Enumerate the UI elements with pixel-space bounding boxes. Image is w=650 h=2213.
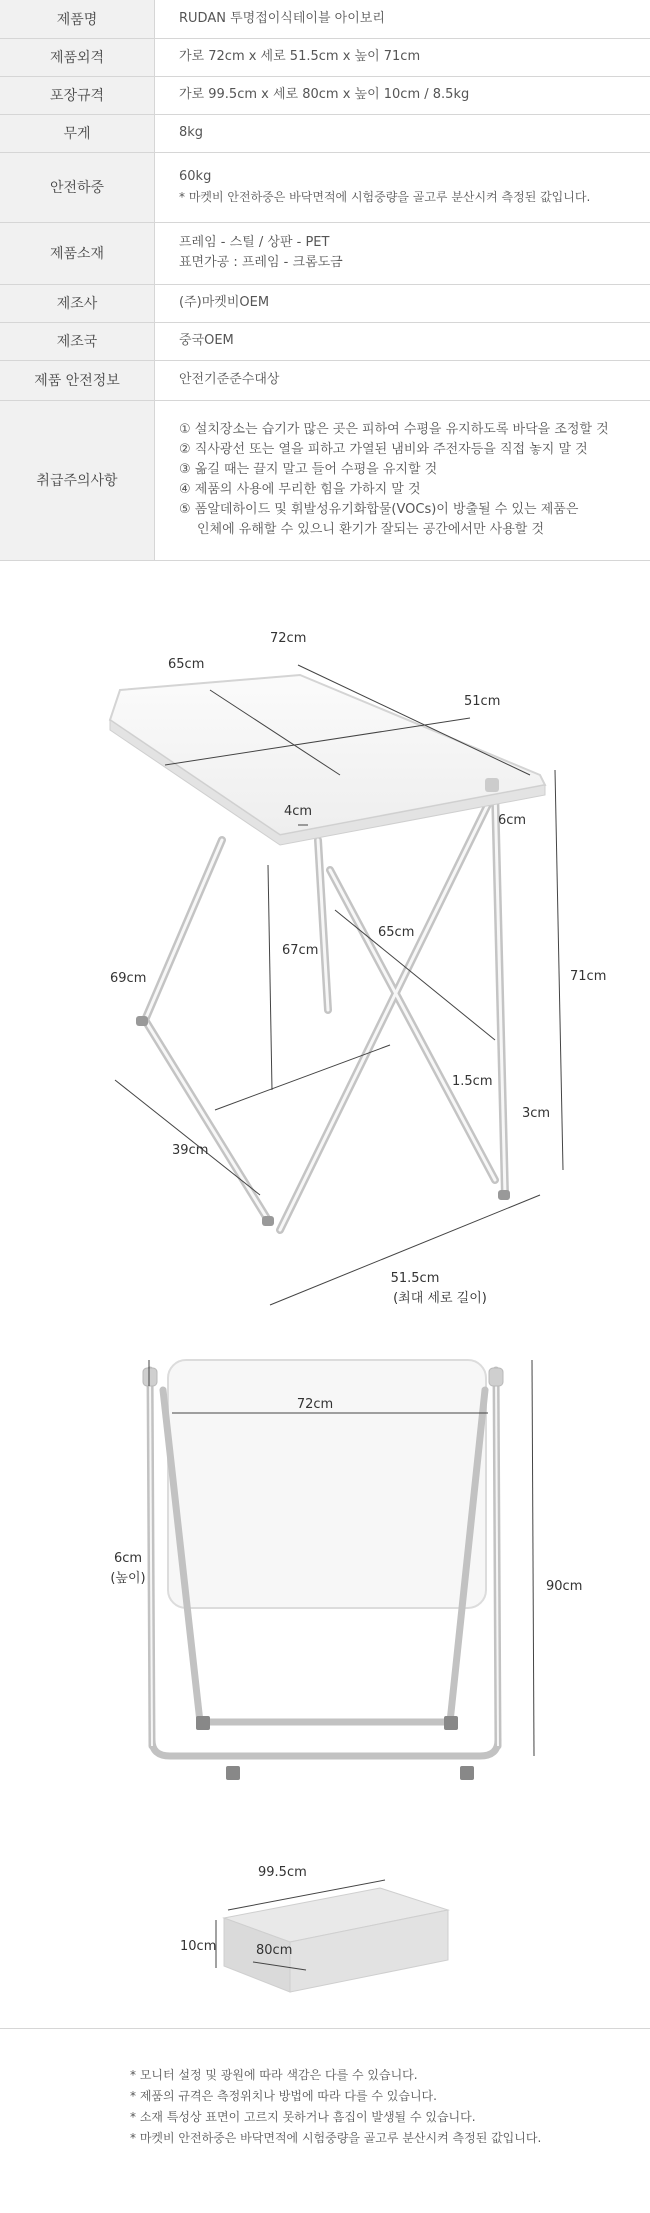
caution-item: 인체에 유해할 수 있으니 환기가 잘되는 공간에서만 사용할 것 xyxy=(179,520,649,540)
spec-value-line: 가로 72cm x 세로 51.5cm x 높이 71cm xyxy=(179,47,649,67)
spec-label: 제품 안전정보 xyxy=(0,360,155,400)
spec-row-package xyxy=(0,76,650,114)
dim-4cm: 4cm xyxy=(284,804,312,819)
spec-value-line: 가로 99.5cm x 세로 80cm x 높이 10cm / 8.5kg xyxy=(179,85,649,105)
dim-51-5cm: 51.5cm xyxy=(391,1271,440,1286)
dim-39cm: 39cm xyxy=(172,1143,208,1158)
caution-item: ④ 제품의 사용에 무리한 힘을 가하지 말 것 xyxy=(179,480,649,500)
table-folded-illustration xyxy=(143,1360,503,1780)
folded-feet xyxy=(196,1716,474,1780)
dim-69cm: 69cm xyxy=(110,971,146,986)
dim-65cm-top: 65cm xyxy=(168,657,204,672)
package-box xyxy=(224,1888,448,1992)
spec-label: 포장규격 xyxy=(0,76,155,114)
dim-max-depth: (최대 세로 길이) xyxy=(393,1290,487,1306)
dim-height-note: (높이) xyxy=(110,1570,145,1586)
spec-label: 제품소재 xyxy=(0,222,155,284)
spec-value xyxy=(155,400,650,560)
spec-value-line: 8kg xyxy=(179,123,649,143)
spec-label: 제조사 xyxy=(0,284,155,322)
dim-51cm: 51cm xyxy=(464,694,500,709)
spec-row-maker xyxy=(0,284,650,322)
caution-item: ⑤ 폼알데하이드 및 휘발성유기화합물(VOCs)이 방출될 수 있는 제품은 xyxy=(179,500,649,520)
spec-table xyxy=(0,0,650,561)
spec-row-safety xyxy=(0,360,650,400)
spec-value xyxy=(155,322,650,360)
spec-value-line: RUDAN 투명접이식테이블 아이보리 xyxy=(179,9,649,29)
spec-value xyxy=(155,38,650,76)
dimension-diagrams xyxy=(0,570,650,2030)
spec-row-caution xyxy=(0,400,650,560)
spec-value xyxy=(155,0,650,38)
spec-value xyxy=(155,114,650,152)
diagram-svg xyxy=(0,570,650,2030)
footnotes xyxy=(0,2028,650,2213)
spec-label: 취급주의사항 xyxy=(0,400,155,560)
caution-item: ③ 옮길 때는 끌지 말고 들어 수평을 유지할 것 xyxy=(179,460,649,480)
spec-value-line: 표면가공 : 프레임 - 크롬도금 xyxy=(179,253,649,273)
dim-6cm-height: 6cm xyxy=(114,1551,142,1566)
spec-value xyxy=(155,360,650,400)
dim-67cm: 67cm xyxy=(282,943,318,958)
spec-row-country xyxy=(0,322,650,360)
spec-value-line: 안전기준준수대상 xyxy=(179,370,649,390)
spec-value-line: 중국OEM xyxy=(179,331,649,351)
table-feet xyxy=(136,1016,510,1226)
dim-72cm-folded: 72cm xyxy=(297,1397,333,1412)
spec-label: 제품명 xyxy=(0,0,155,38)
dim-6cm: 6cm xyxy=(498,813,526,828)
dim-3cm: 3cm xyxy=(522,1106,550,1121)
dim-72cm: 72cm xyxy=(270,631,306,646)
dim-71cm: 71cm xyxy=(570,969,606,984)
spec-value-line: 프레임 - 스틸 / 상판 - PET xyxy=(179,233,649,253)
spec-row-load xyxy=(0,152,650,222)
dim-80cm: 80cm xyxy=(256,1943,292,1958)
spec-label: 안전하중 xyxy=(0,152,155,222)
dim-90cm: 90cm xyxy=(546,1579,582,1594)
footnote: * 소재 특성상 표면이 고르지 못하거나 흠집이 발생될 수 있습니다. xyxy=(130,2107,650,2128)
caution-item: ① 설치장소는 습기가 많은 곳은 피하여 수평을 유지하도록 바닥을 조정할 것 xyxy=(179,420,649,440)
spec-label: 제품외격 xyxy=(0,38,155,76)
caution-item: ② 직사광선 또는 열을 피하고 가열된 냄비와 주전자등을 직접 놓지 말 것 xyxy=(179,440,649,460)
dim-65cm-leg: 65cm xyxy=(378,925,414,940)
spec-row-weight xyxy=(0,114,650,152)
dim-1-5cm: 1.5cm xyxy=(452,1074,493,1089)
footnote: * 모니터 설정 및 광원에 따라 색감은 다를 수 있습니다. xyxy=(130,2065,650,2086)
spec-value-line: (주)마켓비OEM xyxy=(179,293,649,313)
spec-row-material xyxy=(0,222,650,284)
spec-value xyxy=(155,76,650,114)
spec-label: 무게 xyxy=(0,114,155,152)
spec-value xyxy=(155,152,650,222)
footnote: * 제품의 규격은 측정위치나 방법에 따라 다를 수 있습니다. xyxy=(130,2086,650,2107)
spec-value-line: 60kg xyxy=(179,167,649,187)
footnote: * 마켓비 안전하중은 바닥면적에 시험중량을 골고루 분산시켜 측정된 값입니다. xyxy=(130,2128,650,2149)
spec-value xyxy=(155,222,650,284)
dim-99-5cm: 99.5cm xyxy=(258,1865,307,1880)
spec-label: 제조국 xyxy=(0,322,155,360)
spec-value xyxy=(155,284,650,322)
spec-value-note: * 마켓비 안전하중은 바닥면적에 시험중량을 골고루 분산시켜 측정된 값입니다. xyxy=(179,187,649,207)
table-frame xyxy=(145,790,505,1230)
dim-10cm: 10cm xyxy=(180,1939,216,1954)
spec-row-dimensions xyxy=(0,38,650,76)
spec-row-name xyxy=(0,0,650,38)
